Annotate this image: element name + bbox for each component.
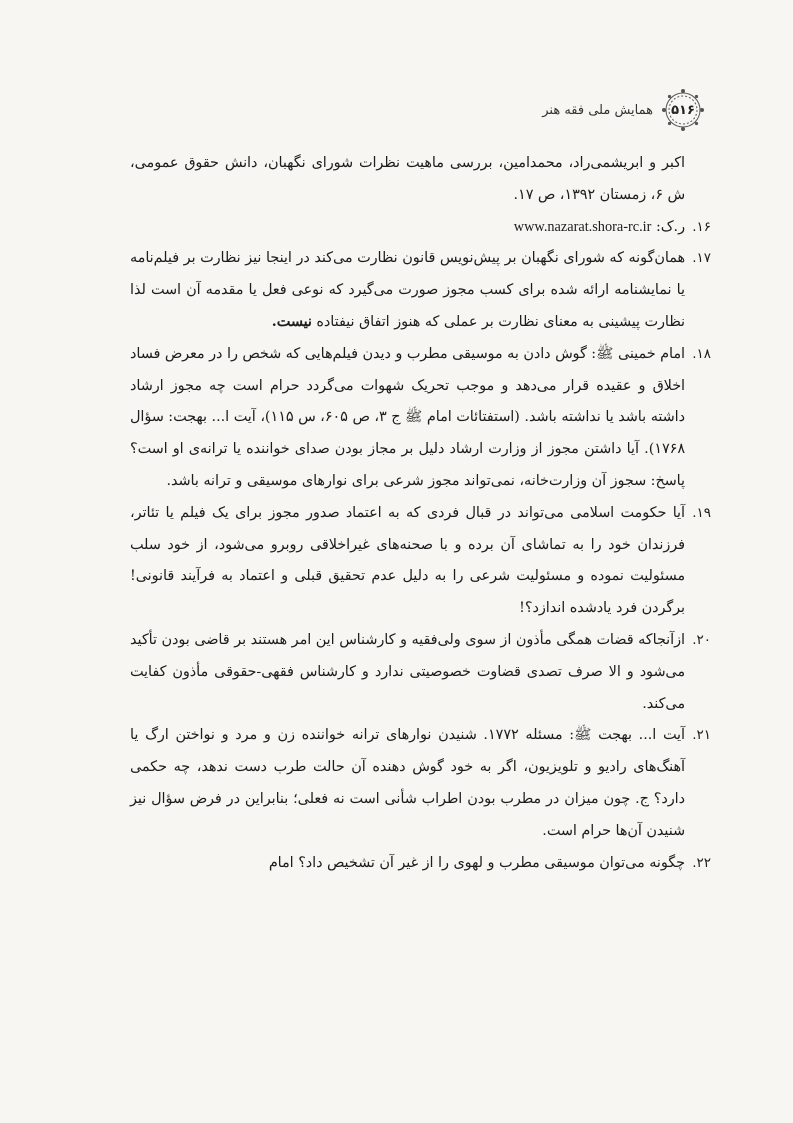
footnote-16: [130, 212, 711, 244]
footnote-text: آیت ا... بهجت ﷺ: مسئله ۱۷۷۲. شنیدن نوارهای ترانه خواننده زن و مرد و نواختن ارگ یا آهنگ‌های رادیو و تلویزیون، اگر به خود گوش دهنده آن حالت طرب دست ندهد، چه حکمی دارد؟ ج. چون میزان در مطرب بودن اطراب شأنی است نه فعلی؛ بنابراین در فرض سؤال نیز شنیدن آن‌ها حرام است.: [130, 727, 685, 839]
footnote-text: ازآنجاکه قضات همگی مأذون از سوی ولی‌فقیه و کارشناس این امر هستند بر قاضی بودن تأکید می‌شود و الا صرف تصدی قضاوت خصوصیتی ندارد و کارشناس فقهی-حقوقی مأذون کفایت می‌کند.: [130, 631, 685, 712]
footnote-text: همان‌گونه که شورای نگهبان بر پیش‌نویس قانون نظارت می‌کند در اینجا نیز نظارت بر فیلم‌نامه یا نمایشنامه ارائه شده برای کسب مجوز صورت می‌گیرد که نوعی فعل یا مقدمه آن است لذا نظارت پیشینی به معنای نظارت بر عملی که هنوز اتفاق نیفتاده: [130, 250, 685, 330]
page-number-badge: [661, 88, 705, 132]
footnote-19: [130, 498, 711, 625]
footnote-17: [130, 243, 711, 338]
footnote-18: [130, 339, 711, 498]
footnote-number: ۱۸.: [692, 345, 711, 362]
footnote-text: اکبر و ابریشمی‌راد، محمدامین، بررسی ماهیت نظرات شورای نگهبان، دانش حقوق عمومی، ش ۶، زمستان ۱۳۹۲، ص ۱۷.: [130, 155, 685, 203]
footnote-url: www.nazarat.shora-rc.ir: [513, 218, 652, 235]
footnote-emphasis: نیست.: [271, 313, 312, 330]
footnote-number: ۲۰.: [692, 631, 711, 648]
footnote-continued: [130, 148, 685, 212]
header-title: همایش ملی فقه هنر: [542, 102, 653, 118]
page-number: ۵۱۶: [671, 102, 695, 118]
running-header: [542, 88, 705, 132]
footnote-22: [130, 848, 711, 880]
footnote-number: ۲۱.: [692, 727, 711, 744]
footnote-text: امام خمینی ﷺ: گوش دادن به موسیقی مطرب و دیدن فیلم‌هایی که شخص را در معرض فساد اخلاق و عقیده قرار می‌دهد و موجب تحریک شهوات می‌گردد حرام است چه مجوز ارشاد داشته باشد یا نداشته باشد. (استفتائات امام ﷺ ج ۳، ص ۶۰۵، س ۱۱۵)، آیت ا... بهجت: سؤال ۱۷۶۸). آیا داشتن مجوز از وزارت ارشاد دلیل بر مجاز بودن صدای خواننده یا ترانه‌ی او است؟ پاسخ: سجوز آن وزارت‌خانه، نمی‌تواند مجوز شرعی برای نوارهای موسیقی و ترانه باشد.: [130, 345, 685, 489]
footnotes: [130, 148, 711, 879]
footnote-number: ۲۲.: [692, 854, 711, 871]
footnote-number: ۱۷.: [692, 250, 711, 267]
footnote-21: [130, 720, 711, 847]
footnote-20: [130, 625, 711, 720]
footnote-text: آیا حکومت اسلامی می‌تواند در قبال فردی که به اعتماد صدور مجوز برای یک فیلم یا تئاتر، فرزندان خود را به تماشای آن برده و با صحنه‌های غیراخلاقی روبرو می‌شود، از خود سلب مسئولیت نموده و مسئولیت شرعی را به دلیل عدم تحقیق قبلی و اعتماد به فرآیند قانونی! برگردن فرد یادشده اندازد؟!: [130, 504, 685, 617]
footnote-number: ۱۶.: [692, 218, 711, 235]
footnote-label: ر.ک:: [655, 218, 685, 235]
footnote-text: چگونه می‌توان موسیقی مطرب و لهوی را از غیر آن تشخیص داد؟ امام: [268, 854, 685, 871]
footnote-number: ۱۹.: [692, 504, 711, 521]
